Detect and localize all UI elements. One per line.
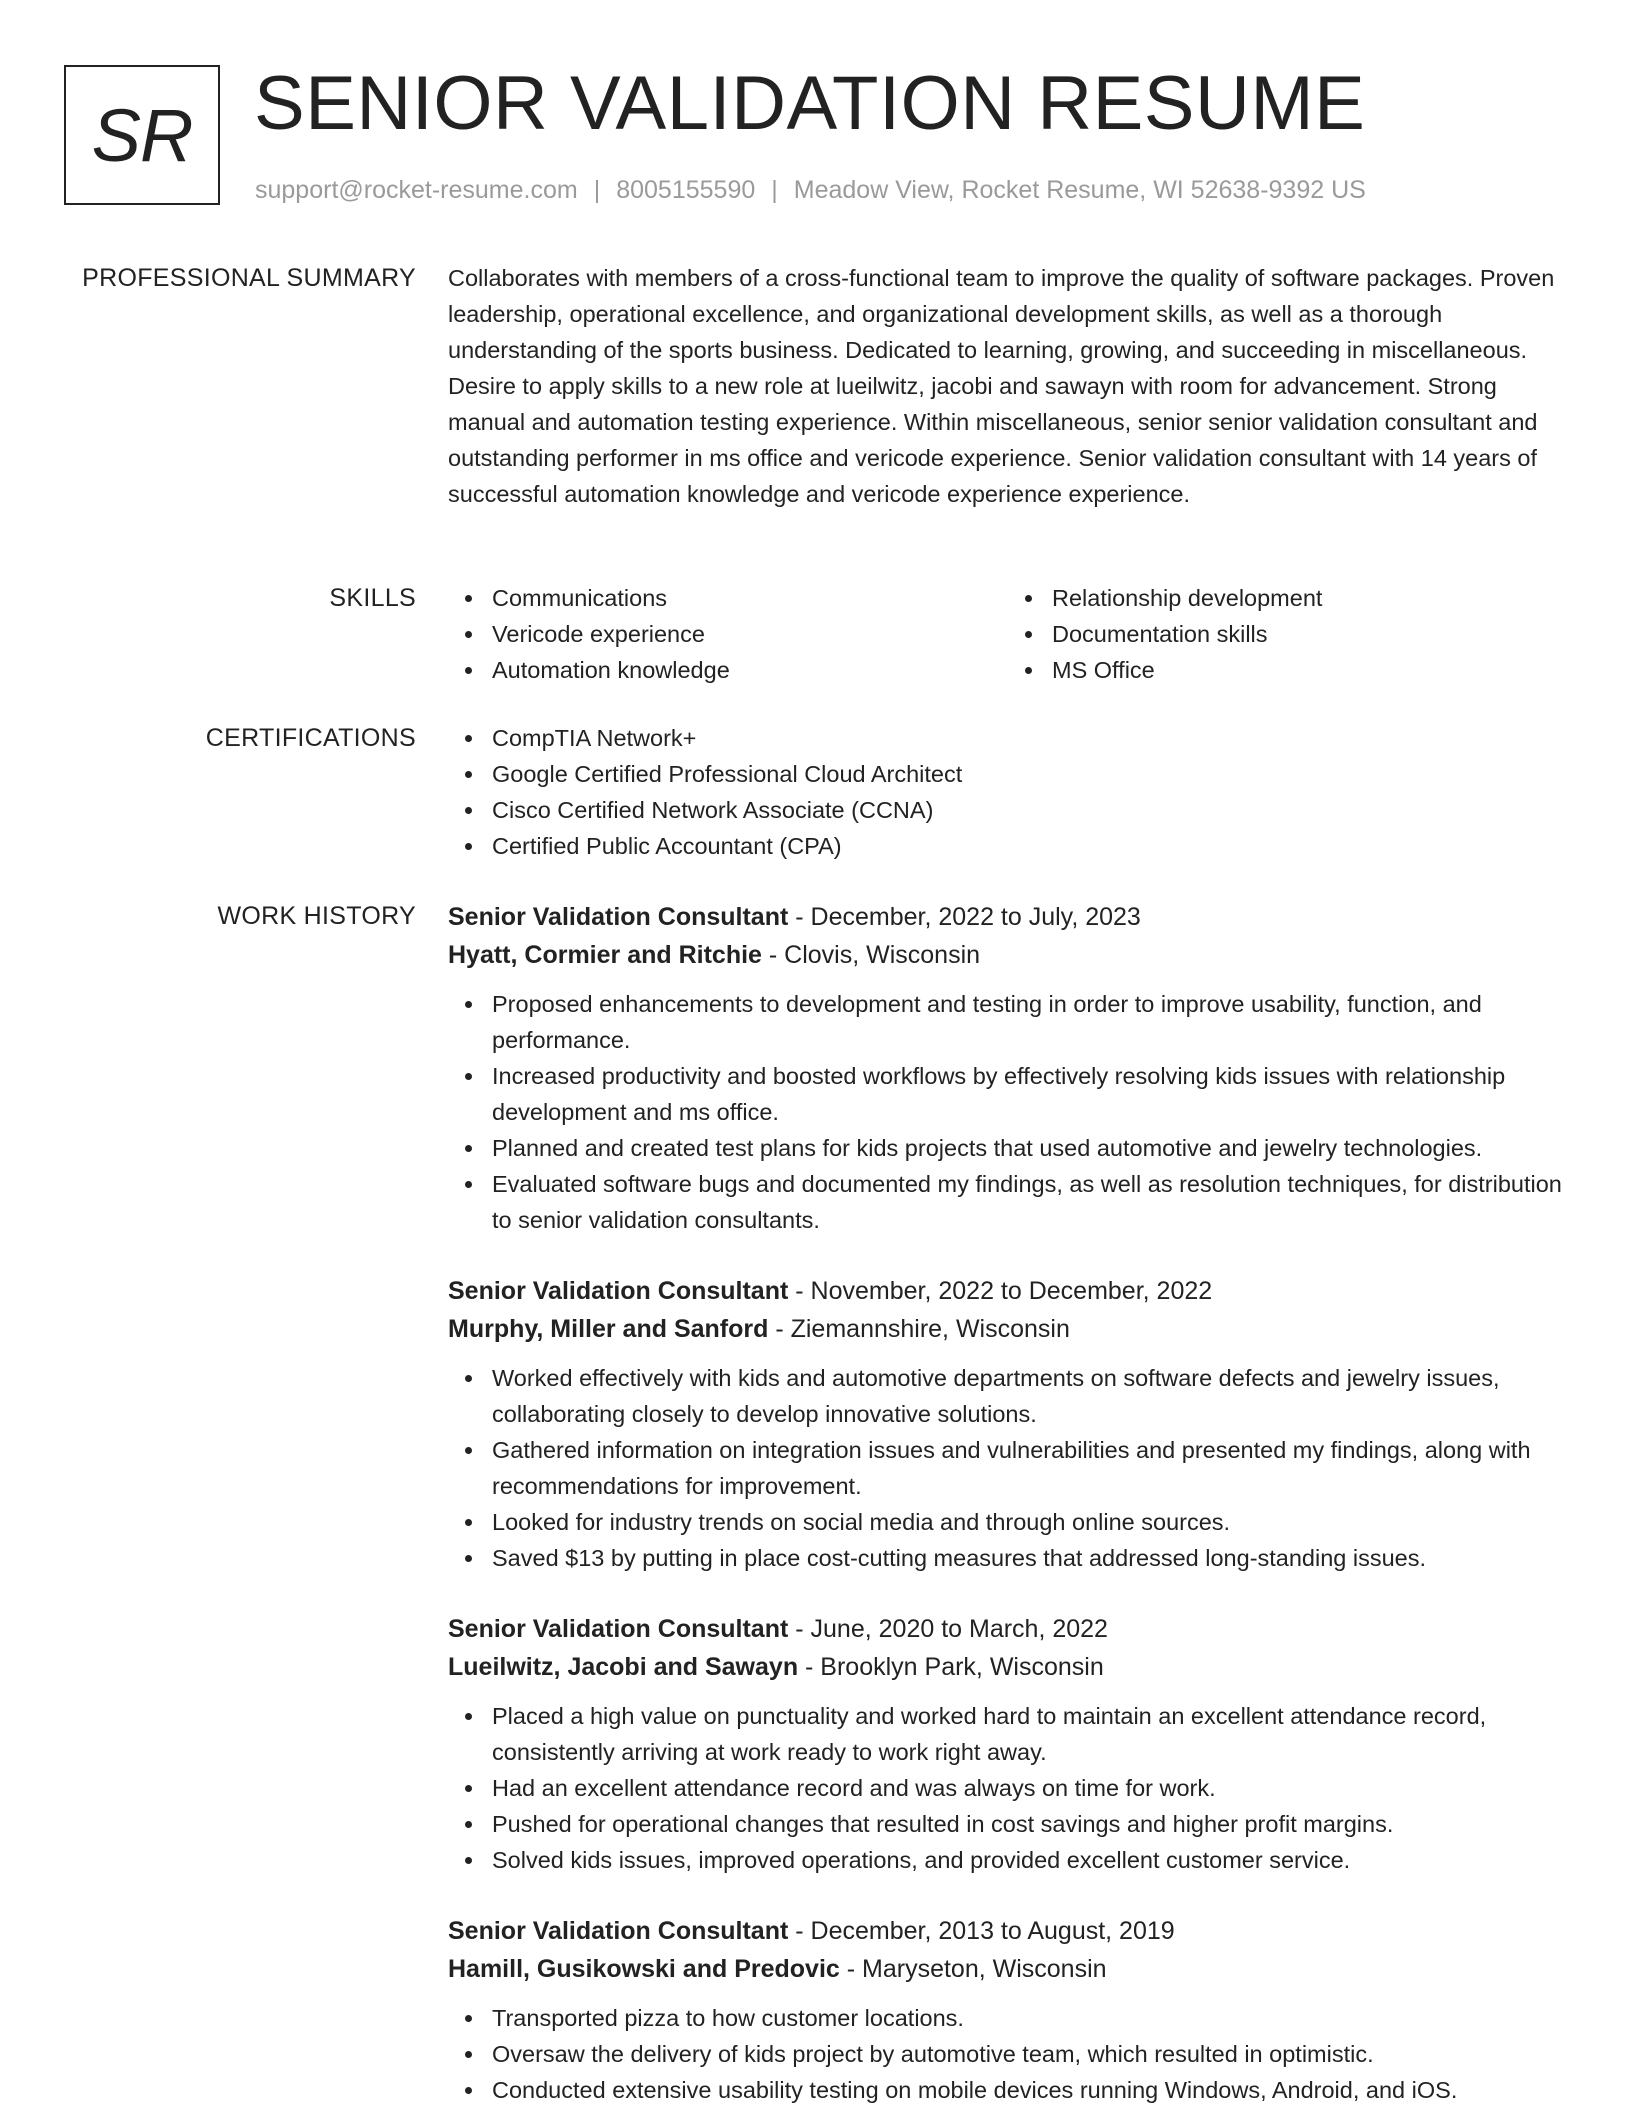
section-heading: WORK HISTORY xyxy=(217,902,416,930)
section-heading: CERTIFICATIONS xyxy=(205,724,416,752)
job-bullet: Transported pizza to how customer locations. xyxy=(492,2000,1568,2036)
skills-column-left xyxy=(448,580,1008,688)
contact-line xyxy=(255,173,1366,207)
certification-item: Certified Public Accountant (CPA) xyxy=(492,828,1568,864)
job-bullet: Placed a high value on punctuality and worked hard to maintain an excellent attendance record, consistently arriving at work ready to work right away. xyxy=(492,1698,1568,1770)
certifications-body xyxy=(448,720,1568,864)
job-dates: - December, 2022 to July, 2023 xyxy=(788,903,1141,931)
skill-item: Communications xyxy=(492,580,1008,616)
job-bullet: Solved kids issues, improved operations, and provided excellent customer service. xyxy=(492,1842,1568,1878)
job-title: Senior Validation Consultant xyxy=(448,1615,789,1643)
monogram-badge: SR xyxy=(64,65,220,205)
job-company: Hyatt, Cormier and Ritchie xyxy=(448,941,762,969)
job-location: - Maryseton, Wisconsin xyxy=(839,1955,1107,1983)
job-company: Lueilwitz, Jacobi and Sawayn xyxy=(448,1653,799,1681)
job-dates: - December, 2013 to August, 2019 xyxy=(788,1917,1175,1945)
job-bullet: Saved $13 by putting in place cost-cutting measures that addressed long-standing issues. xyxy=(492,1540,1568,1576)
job-title: Senior Validation Consultant xyxy=(448,1277,789,1305)
job-company-line xyxy=(448,936,1568,974)
contact-email[interactable]: support@rocket-resume.com xyxy=(255,176,578,204)
skills-column-right xyxy=(1008,580,1568,688)
skill-item: Relationship development xyxy=(1052,580,1568,616)
contact-separator: | xyxy=(771,176,778,204)
skills-body xyxy=(448,580,1568,688)
job-entry xyxy=(448,1610,1568,1878)
job-bullet: Proposed enhancements to development and testing in order to improve usability, function, and performance. xyxy=(492,986,1568,1058)
job-title-line xyxy=(448,1912,1568,1950)
job-location: - Ziemannshire, Wisconsin xyxy=(768,1315,1070,1343)
job-bullet: Worked effectively with kids and automotive departments on software defects and jewelry issues, collaborating closely to develop innovative solutions. xyxy=(492,1360,1568,1432)
job-bullet: Increased productivity and boosted workflows by effectively resolving kids issues with relationship development and ms office. xyxy=(492,1058,1568,1130)
job-title-line xyxy=(448,1610,1568,1648)
section-heading: SKILLS xyxy=(329,584,416,612)
skill-item: Documentation skills xyxy=(1052,616,1568,652)
contact-address: Meadow View, Rocket Resume, WI 52638-9392 US xyxy=(793,176,1366,204)
job-bullets xyxy=(448,2000,1568,2108)
job-bullet: Had an excellent attendance record and was always on time for work. xyxy=(492,1770,1568,1806)
job-location: - Brooklyn Park, Wisconsin xyxy=(798,1653,1104,1681)
job-title-line xyxy=(448,1272,1568,1310)
certification-item: Cisco Certified Network Associate (CCNA) xyxy=(492,792,1568,828)
skill-item: Vericode experience xyxy=(492,616,1008,652)
job-company-line xyxy=(448,1310,1568,1348)
job-bullets xyxy=(448,986,1568,1238)
resume-title: SENIOR VALIDATION RESUME xyxy=(254,61,1366,146)
job-dates: - June, 2020 to March, 2022 xyxy=(788,1615,1108,1643)
job-bullet: Looked for industry trends on social media and through online sources. xyxy=(492,1504,1568,1540)
job-bullets xyxy=(448,1360,1568,1576)
job-dates: - November, 2022 to December, 2022 xyxy=(788,1277,1213,1305)
job-company-line xyxy=(448,1648,1568,1686)
section-heading: PROFESSIONAL SUMMARY xyxy=(82,264,416,292)
resume-header xyxy=(64,61,1568,211)
job-bullet: Oversaw the delivery of kids project by automotive team, which resulted in optimistic. xyxy=(492,2036,1568,2072)
certifications-list xyxy=(448,720,1568,864)
skills-grid xyxy=(448,580,1568,688)
job-title: Senior Validation Consultant xyxy=(448,903,789,931)
job-bullet: Planned and created test plans for kids projects that used automotive and jewelry technologies. xyxy=(492,1130,1568,1166)
job-title-line xyxy=(448,898,1568,936)
skill-item: Automation knowledge xyxy=(492,652,1008,688)
summary-body xyxy=(448,260,1568,512)
certification-item: CompTIA Network+ xyxy=(492,720,1568,756)
job-location: - Clovis, Wisconsin xyxy=(761,941,981,969)
work-history-body xyxy=(448,898,1568,2112)
contact-phone[interactable]: 8005155590 xyxy=(616,176,756,204)
job-company-line xyxy=(448,1950,1568,1988)
job-bullet: Evaluated software bugs and documented my findings, as well as resolution techniques, for distribution to senior validation consultants. xyxy=(492,1166,1568,1238)
job-bullet: Gathered information on integration issues and vulnerabilities and presented my findings, along with recommendations for improvement. xyxy=(492,1432,1568,1504)
job-company: Hamill, Gusikowski and Predovic xyxy=(448,1955,840,1983)
job-company: Murphy, Miller and Sanford xyxy=(448,1315,769,1343)
job-title: Senior Validation Consultant xyxy=(448,1917,789,1945)
job-bullet: Conducted extensive usability testing on mobile devices running Windows, Android, and iOS. xyxy=(492,2072,1568,2108)
job-entry xyxy=(448,898,1568,1238)
job-entry xyxy=(448,1912,1568,2108)
skill-item: MS Office xyxy=(1052,652,1568,688)
summary-text: Collaborates with members of a cross-functional team to improve the quality of software packages. Proven leadership, operational excellence, and organizational development skills, as well as a thorough understanding of the sports business. Dedicated to learning, growing, and succeeding in miscellaneous. Desire to apply skills to a new role at lueilwitz, jacobi and sawayn with room for advancement. Strong manual and automation testing experience. Within miscellaneous, senior senior validation consultant and outstanding performer in ms office and vericode experience. Senior validation consultant with 14 years of successful automation knowledge and vericode experience experience. xyxy=(448,265,1555,507)
job-bullets xyxy=(448,1698,1568,1878)
certification-item: Google Certified Professional Cloud Architect xyxy=(492,756,1568,792)
job-bullet: Pushed for operational changes that resulted in cost savings and higher profit margins. xyxy=(492,1806,1568,1842)
job-entry xyxy=(448,1272,1568,1576)
contact-separator: | xyxy=(593,176,601,204)
